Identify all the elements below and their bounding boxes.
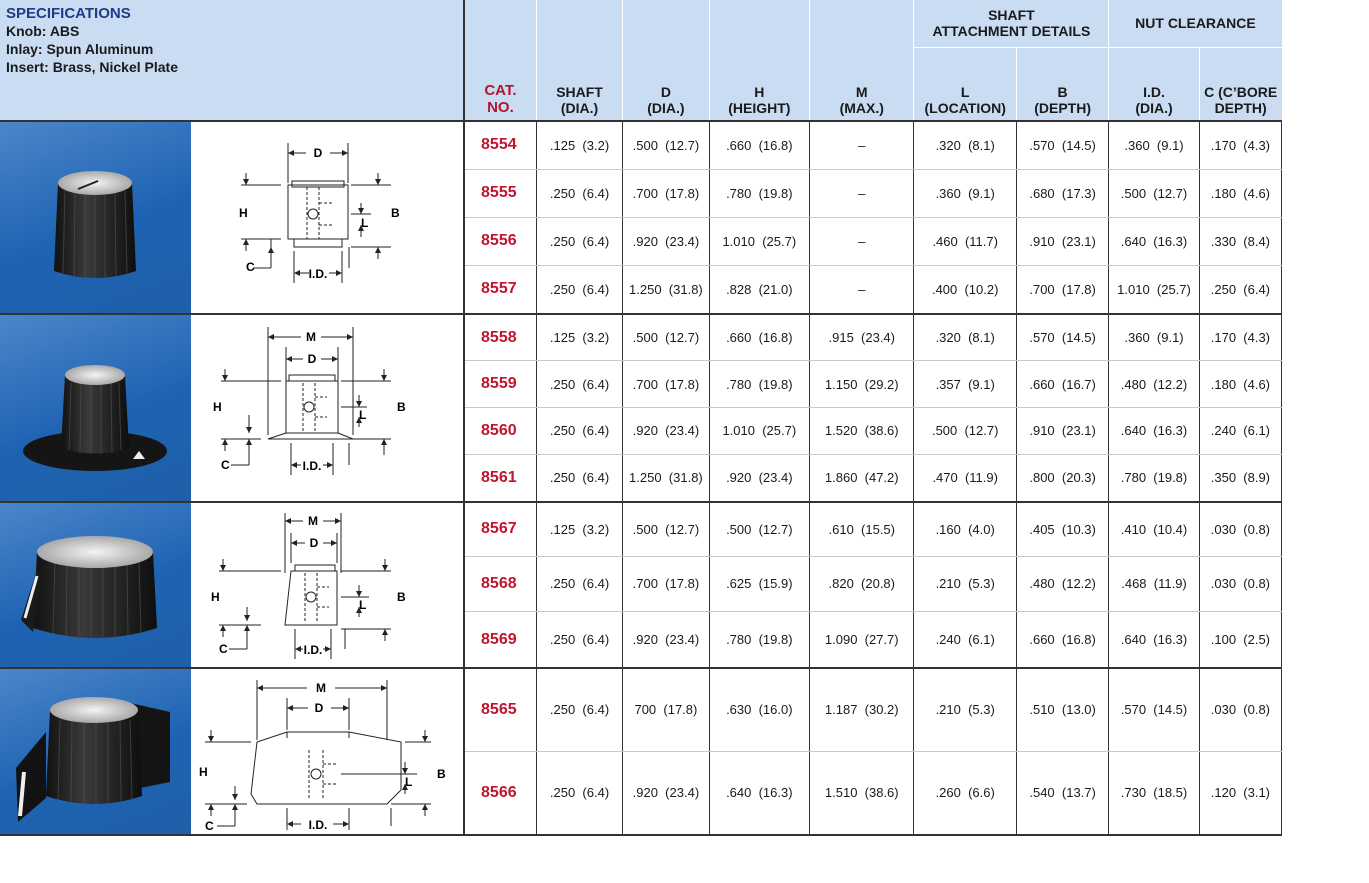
id-dia: .480 (12.2) [1109,361,1199,408]
svg-text:H: H [198,764,208,779]
m-max: 1.860 (47.2) [810,454,914,502]
b-depth: .910 (23.1) [1016,217,1108,265]
d-dia: .920 (23.4) [623,217,709,265]
b-depth: .570 (14.5) [1016,314,1108,361]
svg-text:D: D [309,536,319,550]
table-row [0,668,1369,751]
m-max: 1.187 (30.2) [810,668,914,751]
svg-text:B: B [396,590,406,604]
l-location: .500 (12.7) [914,407,1016,454]
header-group-nut-clearance: NUT CLEARANCE [1109,0,1282,47]
header-b: B (DEPTH) [1016,47,1108,121]
h-height: .780 (19.8) [709,361,809,408]
shaft-dia: .250 (6.4) [536,217,622,265]
svg-text:M: M [305,330,316,344]
m-max: – [810,121,914,169]
h-height: .660 (16.8) [709,121,809,169]
spec-knob: Knob: ABS [6,23,80,39]
h-height: .625 (15.9) [709,556,809,611]
id-dia: .360 (9.1) [1109,121,1199,169]
header-c: C (C’BORE DEPTH) [1199,47,1281,121]
h-height: .780 (19.8) [709,612,809,668]
knob-image-skirtless [20,143,170,293]
cat-no: 8554 [464,121,536,169]
dimension-diagram-3 [191,502,464,668]
svg-text:B: B [436,766,446,781]
b-depth: .660 (16.7) [1016,361,1108,408]
shaft-dia: .250 (6.4) [536,169,622,217]
knob-photo-4 [0,668,191,835]
svg-text:B: B [396,400,406,414]
id-dia: .360 (9.1) [1109,314,1199,361]
m-max: – [810,265,914,314]
l-location: .460 (11.7) [914,217,1016,265]
dimension-diagram-4 [191,668,464,835]
h-height: 1.010 (25.7) [709,407,809,454]
svg-text:C: C [220,458,230,472]
l-location: .357 (9.1) [914,361,1016,408]
d-dia: 1.250 (31.8) [623,454,709,502]
svg-text:H: H [238,205,248,220]
c-cbore-depth: .180 (4.6) [1199,169,1281,217]
table-row [0,121,1369,169]
svg-text:M: M [307,514,318,528]
id-dia: .640 (16.3) [1109,612,1199,668]
shaft-dia: .250 (6.4) [536,668,622,751]
c-cbore-depth: .180 (4.6) [1199,361,1281,408]
m-max: 1.150 (29.2) [810,361,914,408]
shaft-dia: .250 (6.4) [536,751,622,835]
header-cat-no: CAT. NO. [464,0,536,121]
svg-text:H: H [212,400,222,414]
l-location: .210 (5.3) [914,668,1016,751]
h-height: .500 (12.7) [709,502,809,556]
c-cbore-depth: .030 (0.8) [1199,502,1281,556]
d-dia: .920 (23.4) [623,751,709,835]
h-height: .920 (23.4) [709,454,809,502]
id-dia: .780 (19.8) [1109,454,1199,502]
d-dia: .920 (23.4) [623,407,709,454]
b-depth: .910 (23.1) [1016,407,1108,454]
c-cbore-depth: .100 (2.5) [1199,612,1281,668]
h-height: .828 (21.0) [709,265,809,314]
id-dia: .468 (11.9) [1109,556,1199,611]
b-depth: .800 (20.3) [1016,454,1108,502]
header-d: D (DIA.) [623,0,709,121]
cat-no: 8558 [464,314,536,361]
l-location: .320 (8.1) [914,121,1016,169]
d-dia: 1.250 (31.8) [623,265,709,314]
svg-text:I.D.: I.D. [308,266,328,281]
b-depth: .540 (13.7) [1016,751,1108,835]
spec-insert: Insert: Brass, Nickel Plate [6,59,178,75]
m-max: .820 (20.8) [810,556,914,611]
knob-image-skirted [15,333,175,483]
m-max: .610 (15.5) [810,502,914,556]
cat-no: 8556 [464,217,536,265]
dimension-diagram-1 [191,121,464,314]
shaft-dia: .250 (6.4) [536,361,622,408]
l-location: .240 (6.1) [914,612,1016,668]
id-dia: .730 (18.5) [1109,751,1199,835]
c-cbore-depth: .240 (6.1) [1199,407,1281,454]
cat-no: 8555 [464,169,536,217]
svg-text:C: C [218,642,228,656]
cat-no: 8567 [464,502,536,556]
cat-no: 8557 [464,265,536,314]
l-location: .400 (10.2) [914,265,1016,314]
header-shaft: SHAFT (DIA.) [536,0,622,121]
c-cbore-depth: .170 (4.3) [1199,121,1281,169]
d-dia: .700 (17.8) [623,169,709,217]
id-dia: 1.010 (25.7) [1109,265,1199,314]
shaft-dia: .125 (3.2) [536,121,622,169]
h-height: .630 (16.0) [709,668,809,751]
b-depth: .510 (13.0) [1016,668,1108,751]
l-location: .470 (11.9) [914,454,1016,502]
shaft-dia: .250 (6.4) [536,612,622,668]
svg-text:L: L [404,774,413,789]
l-location: .160 (4.0) [914,502,1016,556]
d-dia: .500 (12.7) [623,121,709,169]
diagram-pointer [191,503,463,667]
c-cbore-depth: .030 (0.8) [1199,556,1281,611]
knob-photo-2 [0,314,191,502]
diagram-skirted [191,315,463,501]
b-depth: .700 (17.8) [1016,265,1108,314]
b-depth: .480 (12.2) [1016,556,1108,611]
cat-no: 8560 [464,407,536,454]
h-height: .780 (19.8) [709,169,809,217]
header-h: H (HEIGHT) [709,0,809,121]
m-max: 1.520 (38.6) [810,407,914,454]
diagram-bar [191,670,463,834]
l-location: .320 (8.1) [914,314,1016,361]
knob-image-bar [10,672,180,832]
shaft-dia: .250 (6.4) [536,265,622,314]
m-max: 1.090 (27.7) [810,612,914,668]
id-dia: .640 (16.3) [1109,217,1199,265]
shaft-dia: .250 (6.4) [536,454,622,502]
svg-text:D: D [313,145,323,160]
dimension-diagram-2 [191,314,464,502]
svg-text:M: M [315,680,326,695]
header-id: I.D. (DIA.) [1109,47,1199,121]
id-dia: .410 (10.4) [1109,502,1199,556]
id-dia: .500 (12.7) [1109,169,1199,217]
header-m: M (MAX.) [810,0,914,121]
diagram-skirtless [191,123,463,313]
knob-photo-3 [0,502,191,668]
svg-text:C: C [245,259,255,274]
svg-text:I.D.: I.D. [308,817,328,832]
svg-text:D: D [314,700,324,715]
header-l: L (LOCATION) [914,47,1016,121]
c-cbore-depth: .330 (8.4) [1199,217,1281,265]
b-depth: .680 (17.3) [1016,169,1108,217]
specifications-panel [0,0,464,121]
id-dia: .570 (14.5) [1109,668,1199,751]
d-dia: .920 (23.4) [623,612,709,668]
header-group-attachment: SHAFT ATTACHMENT DETAILS [914,0,1109,47]
d-dia: .700 (17.8) [623,361,709,408]
svg-text:I.D.: I.D. [302,459,322,473]
c-cbore-depth: .120 (3.1) [1199,751,1281,835]
svg-text:H: H [210,590,220,604]
d-dia: .500 (12.7) [623,314,709,361]
cat-no: 8568 [464,556,536,611]
shaft-dia: .250 (6.4) [536,556,622,611]
knob-photo-1 [0,121,191,314]
cat-no: 8565 [464,668,536,751]
svg-text:D: D [307,352,317,366]
shaft-dia: .250 (6.4) [536,407,622,454]
b-depth: .570 (14.5) [1016,121,1108,169]
m-max: 1.510 (38.6) [810,751,914,835]
spec-inlay: Inlay: Spun Aluminum [6,41,154,57]
h-height: .660 (16.8) [709,314,809,361]
cat-no: 8569 [464,612,536,668]
id-dia: .640 (16.3) [1109,407,1199,454]
h-height: 1.010 (25.7) [709,217,809,265]
knob-image-pointer [15,510,175,660]
c-cbore-depth: .350 (8.9) [1199,454,1281,502]
table-row [0,502,1369,556]
b-depth: .405 (10.3) [1016,502,1108,556]
h-height: .640 (16.3) [709,751,809,835]
d-dia: .500 (12.7) [623,502,709,556]
shaft-dia: .125 (3.2) [536,502,622,556]
shaft-dia: .125 (3.2) [536,314,622,361]
l-location: .260 (6.6) [914,751,1016,835]
d-dia: .700 (17.8) [623,556,709,611]
m-max: .915 (23.4) [810,314,914,361]
b-depth: .660 (16.8) [1016,612,1108,668]
svg-text:L: L [360,215,369,230]
svg-text:L: L [358,598,367,612]
cat-no: 8559 [464,361,536,408]
svg-text:B: B [390,205,400,220]
l-location: .360 (9.1) [914,169,1016,217]
table-row [0,314,1369,361]
cat-no: 8566 [464,751,536,835]
svg-text:C: C [204,818,214,833]
l-location: .210 (5.3) [914,556,1016,611]
m-max: – [810,217,914,265]
d-dia: 700 (17.8) [623,668,709,751]
m-max: – [810,169,914,217]
svg-text:L: L [358,408,367,422]
c-cbore-depth: .030 (0.8) [1199,668,1281,751]
svg-text:I.D.: I.D. [303,643,323,657]
c-cbore-depth: .250 (6.4) [1199,265,1281,314]
c-cbore-depth: .170 (4.3) [1199,314,1281,361]
cat-no: 8561 [464,454,536,502]
specifications-title: SPECIFICATIONS [6,5,131,22]
